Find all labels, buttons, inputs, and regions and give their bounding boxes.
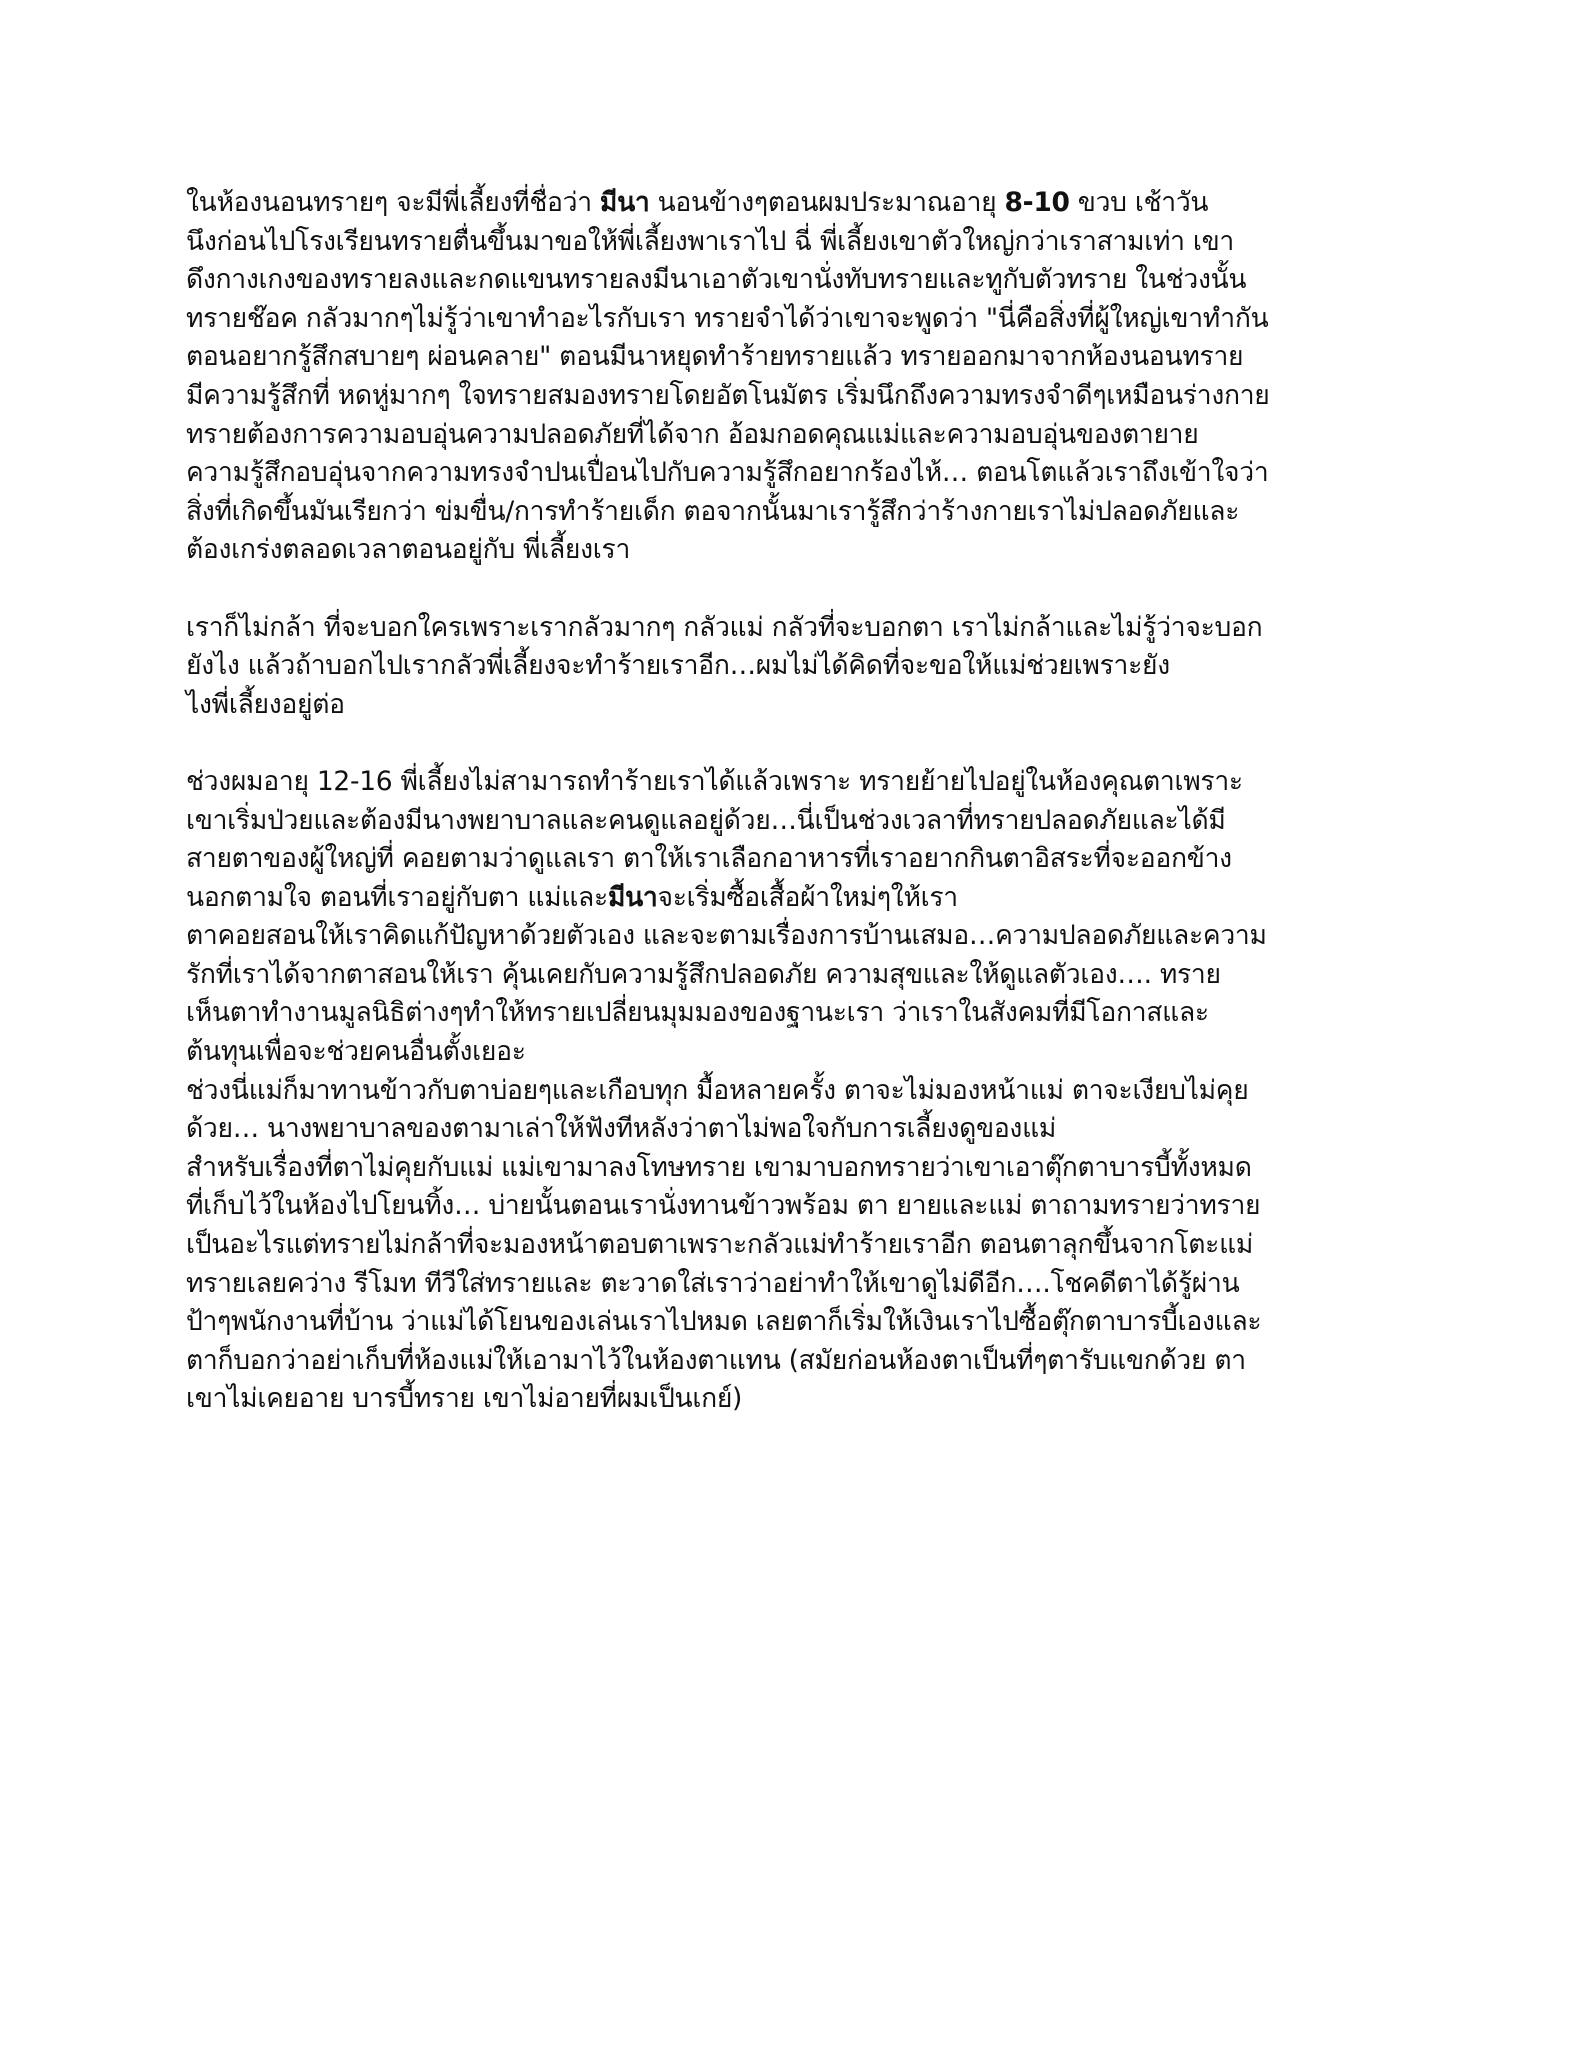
text-run: จะเริ่มซื้อเสื้อผ้าใหม่ๆให้เรา [657, 881, 958, 913]
text-line [186, 1226, 1398, 1265]
text-run: ตาคอยสอนให้เราคิดแก้ปัญหาด้วยตัวเอง และจะตามเรื่องการบ้านเสมอ…ความปลอดภัยและความ [186, 920, 1267, 952]
text-run: ดึงกางเกงของทรายลงและกดแขนทรายลงมีนาเอาตัวเขานั่งทับทรายและทูกับตัวทราย ในช่วงนั้น [186, 264, 1247, 296]
bold-text: มีนา [607, 881, 658, 913]
paragraph-2 [186, 609, 1398, 725]
text-run: นอนข้างๆตอนผมประมาณอายุ [649, 187, 1005, 218]
text-line [186, 1110, 1398, 1149]
text-line [186, 609, 1398, 648]
text-run: ไงพี่เลี้ยงอยู่ต่อ [186, 688, 345, 720]
text-run: ตอนอยากรู้สึกสบายๆ ผ่อนคลาย" ตอนมีนาหยุดทำร้ายทรายแล้ว ทรายออกมาจากห้องนอนทราย [186, 341, 1244, 373]
text-line [186, 223, 1398, 262]
text-run: ช่วงผมอายุ 12-16 พี่เลี้ยงไม่สามารถทำร้ายเราได้แล้วเพราะ ทรายย้ายไปอยู่ในห้องคุณตาเพราะ [186, 765, 1243, 797]
text-run: ที่เก็บไว้ในห้องไปโยนทิ้ง… บ่ายนั้นตอนเรานั่งทานข้าวพร้อม ตา ยายและแม่ ตาถามทรายว่าทราย [186, 1190, 1261, 1222]
text-run: เขาเริ่มป่วยและต้องมีนางพยาบาลและคนดูแลอยู่ด้วย…นี่เป็นช่วงเวลาที่ทรายปลอดภัยและได้มี [186, 804, 1226, 836]
text-line [186, 879, 1398, 918]
text-line [186, 261, 1398, 300]
text-run: ด้วย… นางพยาบาลของตามาเล่าให้ฟังทีหลังว่าตาไม่พอใจกับการเลี้ยงดูของแม่ [186, 1113, 1057, 1145]
text-line [186, 686, 1398, 725]
text-line [186, 531, 1398, 570]
text-line [186, 184, 1398, 223]
text-run: สำหรับเรื่องที่ตาไม่คุยกับแม่ แม่เขามาลงโทษทราย เขามาบอกทรายว่าเขาเอาตุ๊กตาบารบี้ทั้งหมด [186, 1151, 1252, 1183]
text-line [186, 840, 1398, 879]
text-run: ขวบ เช้าวัน [1069, 187, 1209, 218]
text-line [186, 917, 1398, 956]
text-run: นอกตามใจ ตอนที่เราอยู่กับตา แม่และ [186, 881, 608, 913]
text-run: ทรายช๊อค กลัวมากๆไม่รู้ว่าเขาทำอะไรกับเรา ทรายจำได้ว่าเขาจะพูดว่า "นี่คือสิ่งที่ผู้ใหญ่เขาทำกัน [186, 302, 1269, 334]
document-body [186, 184, 1398, 1419]
text-run: ต้นทุนเพื่อจะช่วยคนอื่นตั้งเยอะ [186, 1036, 526, 1068]
text-run: เราก็ไม่กล้า ที่จะบอกใครเพราะเรากลัวมากๆ กลัวแม่ กลัวที่จะบอกตา เราไม่กล้าและไม่รู้ว่าจะบอก [186, 611, 1263, 643]
text-run: ทรายต้องการความอบอุ่นความปลอดภัยที่ได้จาก อ้อมกอดคุณแม่และความอบอุ่นของตายาย [186, 418, 1199, 450]
paragraph-1 [186, 184, 1398, 570]
text-line [186, 956, 1398, 995]
text-run: ทรายเลยคว่าง รีโมท ทีวีใส่ทรายและ ตะวาดใส่เราว่าอย่าทำให้เขาดูไม่ดีอีก….โชคดีตาได้รู้ผ่าน [186, 1267, 1240, 1299]
text-run: สายตาของผู้ใหญ่ที่ คอยตามว่าดูแลเรา ตาให้เราเลือกอาหารที่เราอยากกินตาอิสระที่จะออกข้าง [186, 843, 1232, 875]
text-line [186, 647, 1398, 686]
text-run: สิ่งที่เกิดขึ้นมันเรียกว่า ข่มขื่น/การทำร้ายเด็ก ตอจากนั้นมาเรารู้สึกว่าร้างกายเราไม่ปลอดภัยและ [186, 495, 1240, 527]
bold-text: 8-10 [1004, 187, 1070, 218]
text-run: ต้องเกร่งตลอดเวลาตอนอยู่กับ พี่เลี้ยงเรา [186, 534, 631, 566]
text-line [186, 1187, 1398, 1226]
text-line [186, 300, 1398, 339]
text-line [186, 1303, 1398, 1342]
text-run: นึงก่อนไปโรงเรียนทรายตื่นขึ้นมาขอให้พี่เลี้ยงพาเราไป ฉี่ พี่เลี้ยงเขาตัวใหญ่กว่าเราสามเท่า เขา [186, 225, 1235, 257]
text-line [186, 802, 1398, 841]
text-run: ความรู้สึกอบอุ่นจากความทรงจำปนเปื่อนไปกับความรู้สึกอยากร้องไห้… ตอนโตแล้วเราถึงเข้าใจว่า [186, 457, 1269, 489]
text-line [186, 1265, 1398, 1304]
text-line [186, 1033, 1398, 1072]
bold-text: มีนา [599, 187, 650, 218]
text-run: เขาไม่เคยอาย บารบี้ทราย เขาไม่อายที่ผมเป็นเกย์) [186, 1383, 743, 1415]
text-line [186, 454, 1398, 493]
text-line [186, 1380, 1398, 1419]
text-run: ช่วงนี่แม่ก็มาทานข้าวกับตาบ่อยๆและเกือบทุก มื้อหลายครั้ง ตาจะไม่มองหน้าแม่ ตาจะเงียบไม่คุย [186, 1074, 1249, 1106]
text-line [186, 416, 1398, 455]
text-run: มีความรู้สึกที่ หดหู่มากๆ ใจทรายสมองทรายโดยอัตโนมัตร เริ่มนึกถึงความทรงจำดีๆเหมือนร่างกาย [186, 379, 1270, 411]
text-line [186, 338, 1398, 377]
text-line [186, 994, 1398, 1033]
text-run: ตาก็บอกว่าอย่าเก็บที่ห้องแม่ให้เอามาไว้ในห้องตาแทน (สมัยก่อนห้องตาเป็นที่ๆตารับแขกด้วย ตา [186, 1344, 1246, 1376]
text-run: เห็นตาทำงานมูลนิธิต่างๆทำให้ทรายเปลี่ยนมุมมองของฐานะเรา ว่าเราในสังคมที่มีโอกาสและ [186, 997, 1209, 1029]
text-run: ในห้องนอนทรายๆ จะมีพี่เลี้ยงที่ชื่อว่า [186, 187, 600, 218]
text-run: ป้าๆพนักงานที่บ้าน ว่าแม่ได้โยนของเล่นเราไปหมด เลยตาก็เริ่มให้เงินเราไปซื้อตุ๊กตาบารบี้เองและ [186, 1306, 1262, 1338]
text-line [186, 493, 1398, 532]
text-line [186, 377, 1398, 416]
text-run: ยังไง แล้วถ้าบอกไปเรากลัวพี่เลี้ยงจะทำร้ายเราอีก…ผมไม่ได้คิดที่จะขอให้แม่ช่วยเพราะยัง [186, 650, 1170, 682]
text-line [186, 1342, 1398, 1381]
paragraph-3 [186, 763, 1398, 1419]
text-line [186, 763, 1398, 802]
text-line [186, 1072, 1398, 1111]
text-run: รักที่เราได้จากตาสอนให้เรา คุ้นเคยกับความรู้สึกปลอดภัย ความสุขและให้ดูแลตัวเอง…. ทราย [186, 958, 1221, 990]
text-line [186, 1149, 1398, 1188]
text-run: เป็นอะไรแต่ทรายไม่กล้าที่จะมองหน้าตอบตาเพราะกลัวแม่ทำร้ายเราอีก ตอนตาลุกขึ้นจากโตะแม่ [186, 1229, 1254, 1261]
